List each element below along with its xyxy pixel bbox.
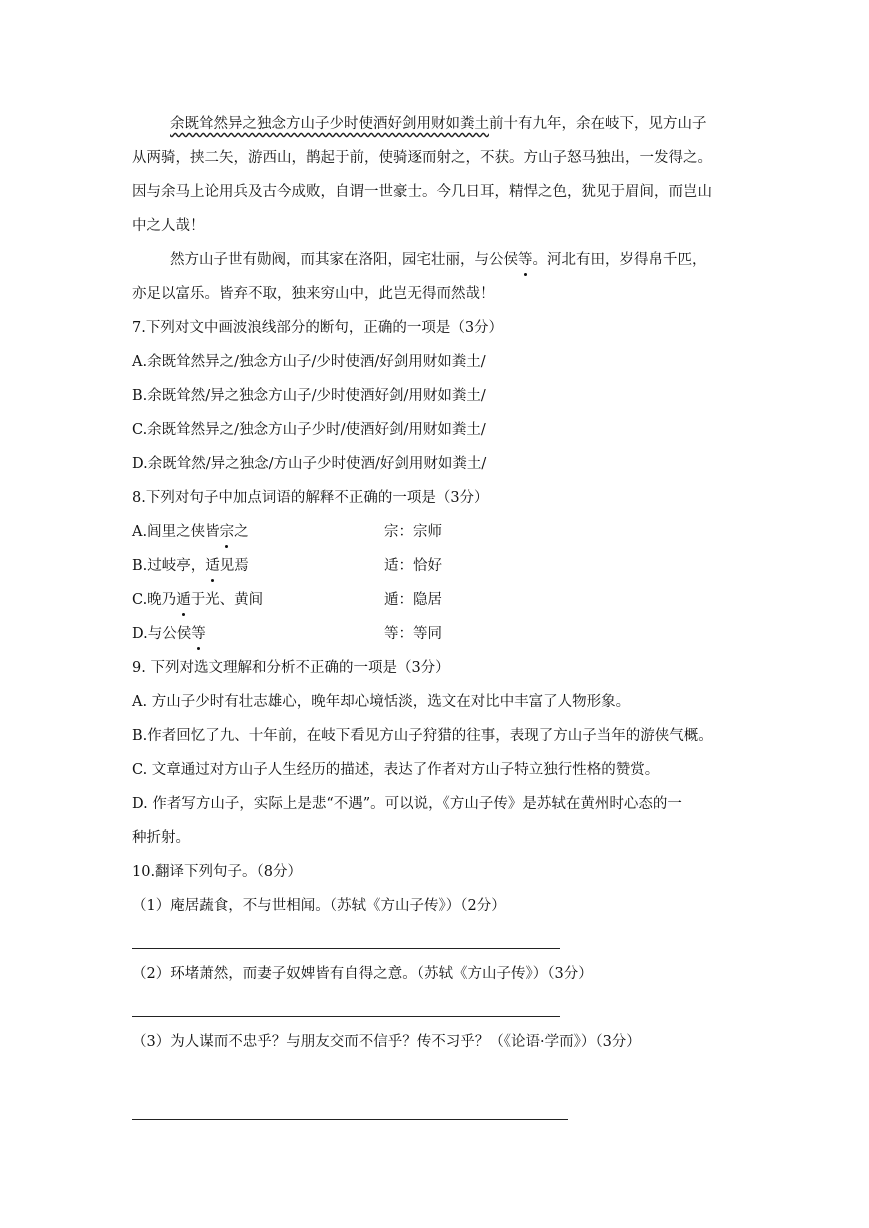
q8-option-b-definition: 适：恰好 xyxy=(384,558,442,574)
passage-p1-line4: 中之人哉！ xyxy=(132,218,205,234)
q10-stem: 10.翻译下列句子。（8分） xyxy=(132,864,303,880)
answer-line-3[interactable] xyxy=(132,1119,568,1120)
passage-p1-line3: 因与余马上论用兵及古今成败，自谓一世豪士。今几日耳，精悍之色，犹见于眉间，而岂山 xyxy=(132,184,712,200)
q9-option-b: B.作者回忆了九、十年前，在岐下看见方山子狩猎的往事，表现了方山子当年的游侠气概。 xyxy=(132,728,713,744)
passage-p1-line1: 余既耸然异之独念方山子少时使酒好剑用财如粪土前十有九年，余在岐下，见方山子 xyxy=(170,116,707,132)
passage-p1-line2: 从两骑，挟二矢，游西山，鹊起于前，使骑逐而射之，不获。方山子怒马独出，一发得之。 xyxy=(132,150,712,166)
q8-option-c: C.晚乃遁于光、黄间 xyxy=(132,592,264,608)
dotted-char: 遁 xyxy=(176,592,191,608)
q9-option-d-line1: D. 作者写方山子，实际上是悲“不遇”。可以说，《方山子传》是苏轼在黄州时心态的一 xyxy=(132,796,682,812)
q9-option-d-line2: 种折射。 xyxy=(132,830,190,846)
dotted-char: 等 xyxy=(191,626,206,642)
q7-option-c: C.余既耸然异之/独念方山子少时/使酒好剑/用财如粪土/ xyxy=(132,422,486,438)
dotted-char: 宗 xyxy=(219,524,235,540)
passage-p2-line2: 亦足以富乐。皆弃不取，独来穷山中，此岂无得而然哉！ xyxy=(132,286,495,302)
q10-item-3: （3）为人谋而不忠乎？与朋友交而不信乎？传不习乎？（《论语·学而》）（3分） xyxy=(132,1034,641,1050)
answer-line-2[interactable] xyxy=(132,1016,560,1017)
q8-option-d-definition: 等：等同 xyxy=(384,626,442,642)
wavy-underlined-text: 余既耸然异之独念方山子少时使酒好剑用财如粪土 xyxy=(170,116,489,132)
q9-option-c: C. 文章通过对方山子人生经历的描述，表达了作者对方山子特立独行性格的赞赏。 xyxy=(132,762,660,778)
q8-stem: 8.下列对句子中加点词语的解释不正确的一项是（3分） xyxy=(132,490,489,506)
q10-item-1: （1）庵居蔬食，不与世相闻。（苏轼《方山子传》）（2分） xyxy=(132,898,506,914)
q8-option-c-definition: 遁：隐居 xyxy=(384,592,442,608)
q7-option-d: D.余既耸然/异之独念/方山子少时使酒/好剑用财如粪土/ xyxy=(132,456,487,472)
dotted-char: 适 xyxy=(205,558,220,574)
q9-stem: 9. 下列对选文理解和分析不正确的一项是（3分） xyxy=(132,660,450,676)
q10-item-2: （2）环堵萧然，而妻子奴婢皆有自得之意。（苏轼《方山子传》）（3分） xyxy=(132,966,593,982)
q8-option-d: D.与公侯等 xyxy=(132,626,206,642)
q8-option-a: A.闾里之侠皆宗之 xyxy=(132,524,249,540)
dotted-char: 等 xyxy=(518,252,533,268)
q8-option-a-definition: 宗：宗师 xyxy=(384,524,442,540)
q8-option-b: B.过岐亭，适见焉 xyxy=(132,558,249,574)
passage-p2-line1: 然方山子世有勋阀，而其家在洛阳，园宅壮丽，与公侯等。河北有田，岁得帛千匹， xyxy=(170,252,707,268)
q7-option-a: A.余既耸然异之/独念方山子/少时使酒/好剑用财如粪土/ xyxy=(132,354,486,370)
answer-line-1[interactable] xyxy=(132,948,560,949)
q9-option-a: A. 方山子少时有壮志雄心，晚年却心境恬淡，选文在对比中丰富了人物形象。 xyxy=(132,694,631,710)
q7-stem: 7.下列对文中画波浪线部分的断句，正确的一项是（3分） xyxy=(132,320,504,336)
q7-option-b: B.余既耸然/异之独念方山子/少时使酒好剑/用财如粪土/ xyxy=(132,388,486,404)
